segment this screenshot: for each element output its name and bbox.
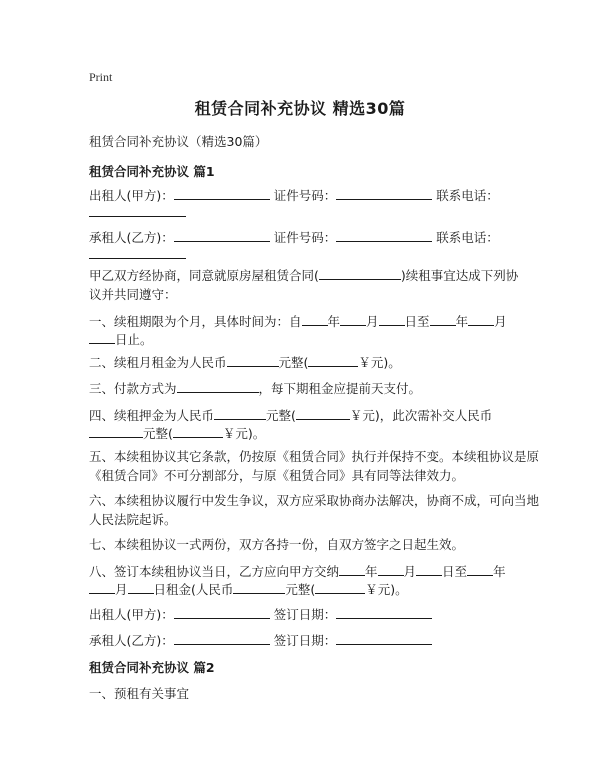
clause-7: 七、本续租协议一式两份，双方各持一份，自双方签字之日起生效。 bbox=[89, 537, 465, 552]
intro-text-b: )续租事宜达成下列协 bbox=[400, 268, 519, 283]
clause-8-day-to: 日至 bbox=[442, 564, 468, 579]
lessor-id-blank bbox=[336, 185, 432, 200]
clause-3-text: 三、付款方式为 bbox=[89, 381, 177, 396]
clause-1-year: 年 bbox=[327, 314, 341, 329]
clause-2-text: 二、续租月租金为人民币 bbox=[89, 355, 227, 370]
lessee-id-label: 证件号码： bbox=[273, 230, 337, 245]
intro-text-a: 甲乙双方经协商，同意就原房屋租赁合同( bbox=[89, 268, 319, 283]
sign-lessor-label: 出租人(甲方)： bbox=[89, 607, 174, 622]
clause-4-text: 四、续租押金为人民币 bbox=[89, 408, 215, 423]
sign-lessee-date-label: 签订日期： bbox=[273, 633, 337, 648]
clause-6-line-1: 六、本续租协议履行中发生争议，双方应采取协商办法解决，协商不成，可向当地 bbox=[89, 493, 540, 508]
lessee-phone-blank bbox=[89, 244, 186, 259]
clause-3-end: ，每下期租金应提前天支付。 bbox=[258, 381, 422, 396]
clause-1-year-2: 年 bbox=[455, 314, 469, 329]
lessee-name-blank bbox=[174, 227, 270, 242]
lessor-name-blank bbox=[174, 185, 270, 200]
sign-lessee-label: 承租人(乙方)： bbox=[89, 633, 174, 648]
section-heading-2: 租赁合同补充协议 篇2 bbox=[89, 660, 215, 675]
clause-5-line-2: 《租赁合同》不可分割部分，与原《租赁合同》具有同等法律效力。 bbox=[89, 468, 465, 483]
lessor-phone-row bbox=[89, 202, 186, 223]
clause-8-month-2: 月 bbox=[115, 582, 128, 597]
clause-5-line-1: 五、本续租协议其它条款，仍按原《租赁合同》执行并保持不变。本续租协议是原 bbox=[89, 449, 540, 464]
page-title: 租赁合同补充协议 精选30篇 bbox=[194, 99, 406, 118]
clause-8-end: ￥元)。 bbox=[365, 582, 408, 597]
lessee-id-blank bbox=[336, 227, 432, 242]
sign-lessor-blank bbox=[174, 604, 270, 619]
sign-lessor-row bbox=[89, 604, 432, 625]
lessee-label: 承租人(乙方)： bbox=[89, 230, 174, 245]
clause-4-yuan: 元整( bbox=[266, 408, 296, 423]
clause-2-end: ￥元)。 bbox=[358, 355, 401, 370]
lessee-phone-label: 联系电话： bbox=[436, 230, 499, 245]
clause-4-yuan-2: 元整( bbox=[143, 426, 173, 441]
clause-8-text: 八、签订本续租协议当日，乙方应向甲方交纳 bbox=[89, 564, 340, 579]
sign-lessee-date-blank bbox=[336, 630, 432, 645]
section-heading-1: 租赁合同补充协议 篇1 bbox=[89, 164, 215, 179]
section-2-item-1: 一、预租有关事宜 bbox=[89, 686, 190, 701]
clause-1-month: 月 bbox=[366, 314, 379, 329]
lessor-id-label: 证件号码： bbox=[273, 188, 337, 203]
clause-1-month-2: 月 bbox=[494, 314, 507, 329]
intro-line-2: 议并共同遵守： bbox=[89, 287, 177, 302]
clause-8-month: 月 bbox=[403, 564, 417, 579]
clause-1-day-to: 日至 bbox=[404, 314, 430, 329]
intro-line-1 bbox=[89, 265, 518, 286]
clause-1-line-2 bbox=[89, 329, 153, 350]
lessor-phone-blank bbox=[89, 202, 186, 217]
print-link[interactable]: Print bbox=[89, 70, 113, 84]
clause-2-yuan: 元整( bbox=[278, 355, 309, 370]
original-contract-blank bbox=[319, 265, 401, 280]
lessor-phone-label: 联系电话： bbox=[436, 188, 499, 203]
subtitle: 租赁合同补充协议（精选30篇） bbox=[89, 134, 268, 149]
sign-lessor-date-blank bbox=[336, 604, 432, 619]
clause-4-line-2 bbox=[89, 423, 265, 444]
clause-4-mid: ￥元)，此次需补交人民币 bbox=[349, 408, 493, 423]
sign-lessee-row bbox=[89, 630, 432, 651]
lessee-phone-row bbox=[89, 244, 186, 265]
clause-4-end: ￥元)。 bbox=[222, 426, 266, 441]
clause-8-line-2 bbox=[89, 579, 408, 600]
clause-6-line-2: 人民法院起诉。 bbox=[89, 512, 177, 527]
clause-3 bbox=[89, 378, 421, 399]
payment-method-blank bbox=[177, 378, 259, 393]
lessor-label: 出租人(甲方)： bbox=[89, 188, 174, 203]
clause-8-yuan: 元整( bbox=[285, 582, 316, 597]
clause-8-year-2: 年 bbox=[493, 564, 506, 579]
clause-2 bbox=[89, 352, 401, 373]
clause-8-rent: 日租金(人民币 bbox=[153, 582, 234, 597]
sign-lessee-blank bbox=[174, 630, 270, 645]
clause-8-year: 年 bbox=[365, 564, 378, 579]
sign-lessor-date-label: 签订日期： bbox=[273, 607, 337, 622]
clause-1-end: 日止。 bbox=[115, 332, 153, 347]
clause-1-text: 一、续租期限为个月，具体时间为：自 bbox=[89, 314, 302, 329]
